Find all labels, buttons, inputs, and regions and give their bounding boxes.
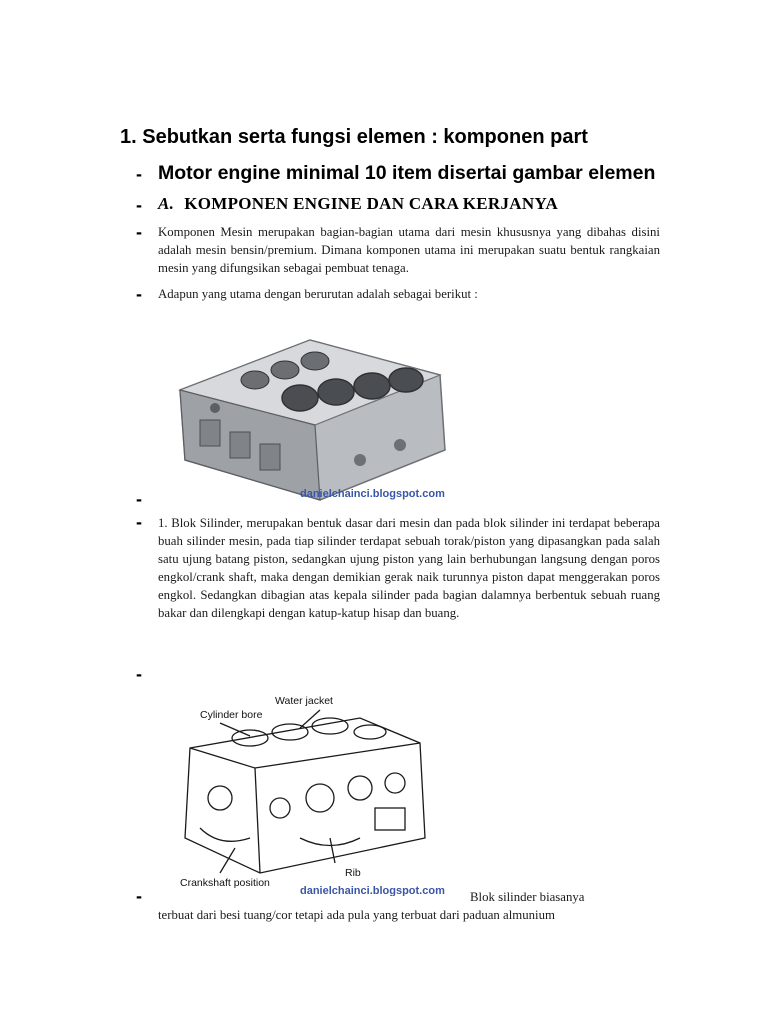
blok-material-line-rest: terbuat dari besi tuang/cor tetapi ada pula yang terbuat dari paduan almunium <box>158 908 555 922</box>
bullet-dash: - <box>136 512 142 532</box>
bullet-dash: - <box>136 195 142 215</box>
engine-block-photo <box>160 320 460 505</box>
section-letter: A. <box>158 194 175 213</box>
cylinder-block-diagram <box>160 688 465 896</box>
bullet-dash: - <box>136 489 142 509</box>
diagram-watermark: danielchainci.blogspot.com <box>300 885 445 896</box>
label-rib: Rib <box>345 867 361 879</box>
label-crankshaft-position: Crankshaft position <box>180 877 270 889</box>
intro-paragraph: Komponen Mesin merupakan bagian-bagian utama dari mesin khususnya yang dibahas disini adalah mesin bensin/premium. Dimana komponen utama ini merupakan suatu bentuk rangkaian mesin yang difungsikan sebagai pembuat tenaga. <box>158 225 660 275</box>
label-cylinder-bore: Cylinder bore <box>200 709 263 721</box>
photo-watermark: danielchainci.blogspot.com <box>300 488 445 500</box>
list-intro-paragraph: Adapun yang utama dengan berurutan adalah sebagai berikut : <box>158 287 478 301</box>
subheading: Motor engine minimal 10 item disertai gambar elemen <box>158 162 656 184</box>
blok-material-paragraph <box>158 888 660 924</box>
bullet-dash: - <box>136 886 142 906</box>
bullet-dash: - <box>136 664 142 684</box>
label-water-jacket: Water jacket <box>275 695 333 707</box>
section-title-text: KOMPONEN ENGINE DAN CARA KERJANYA <box>184 194 559 213</box>
bullet-dash: - <box>136 222 142 242</box>
blok-material-line-start: Blok silinder biasanya <box>470 890 585 904</box>
question-heading: 1. Sebutkan serta fungsi elemen : komponen part <box>120 126 588 148</box>
section-title <box>158 194 558 214</box>
blok-silinder-paragraph: 1. Blok Silinder, merupakan bentuk dasar dari mesin dan pada blok silinder ini terdapat beberapa buah silinder mesin, pada tiap silinder terdapat sebuah torak/piston yang dipasangkan pada salah satu ujung batang piston, sedangkan ujung piston yang lain berhubungan langsung dengan poros engkol/crank shaft, maka dengan demikian gerak naik turunnya piston dapat menggerakan poros engkol. Sedangkan dibagian atas kepala silinder pada bagian dalamnya berbentuk sebuah ruang bakar dan dilengkapi dengan katup-katup hisap dan buang. <box>158 516 660 620</box>
bullet-dash: - <box>136 284 142 304</box>
bullet-dash: - <box>136 164 142 184</box>
